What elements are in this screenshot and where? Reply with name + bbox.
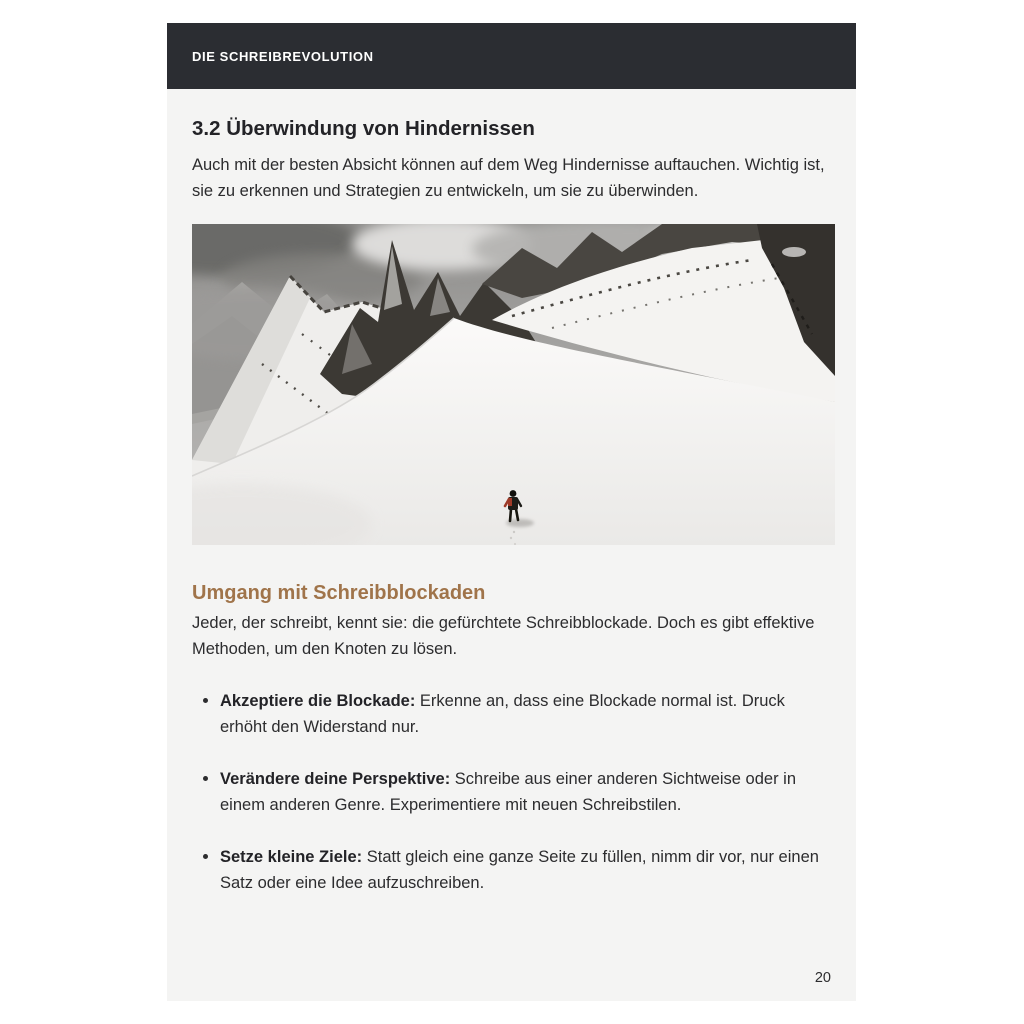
- list-item: [192, 844, 835, 896]
- list-item: [192, 766, 835, 818]
- page-header: [167, 23, 856, 89]
- bullet-text: Erkenne an, dass eine Blockade normal ist. Druck erhöht den Widerstand nur.: [220, 691, 785, 736]
- subsection-title: Umgang mit Schreibblockaden: [192, 581, 486, 604]
- document-page: [167, 23, 856, 1001]
- page-content: [167, 116, 856, 896]
- section-title: 3.2 Überwindung von Hindernissen: [192, 117, 535, 140]
- mountain-photo: [192, 224, 835, 545]
- running-title: DIE SCHREIBREVOLUTION: [192, 48, 374, 64]
- bullet-list: [192, 688, 835, 896]
- bullet-label: Setze kleine Ziele:: [220, 848, 363, 867]
- subsection-intro: Jeder, der schreibt, kennt sie: die gefürchtete Schreibblockade. Doch es gibt effektive Methoden, um den Knoten zu lösen.: [192, 613, 815, 658]
- bullet-label: Verändere deine Perspektive:: [220, 770, 451, 789]
- bullet-text: Schreibe aus einer anderen Sichtweise oder in einem anderen Genre. Experimentiere mit neuen Schreibstilen.: [220, 770, 797, 815]
- section-intro: Auch mit der besten Absicht können auf dem Weg Hindernisse auftauchen. Wichtig ist, sie zu erkennen und Strategien zu entwickeln, um sie zu überwinden.: [192, 155, 825, 200]
- mountain-photo-graphic: [192, 224, 835, 545]
- list-item: [192, 688, 835, 740]
- bullet-text: Statt gleich eine ganze Seite zu füllen, nimm dir vor, nur einen Satz oder eine Idee aufzuschreiben.: [220, 848, 819, 893]
- page-number: 20: [814, 970, 831, 986]
- bullet-label: Akzeptiere die Blockade:: [220, 691, 416, 710]
